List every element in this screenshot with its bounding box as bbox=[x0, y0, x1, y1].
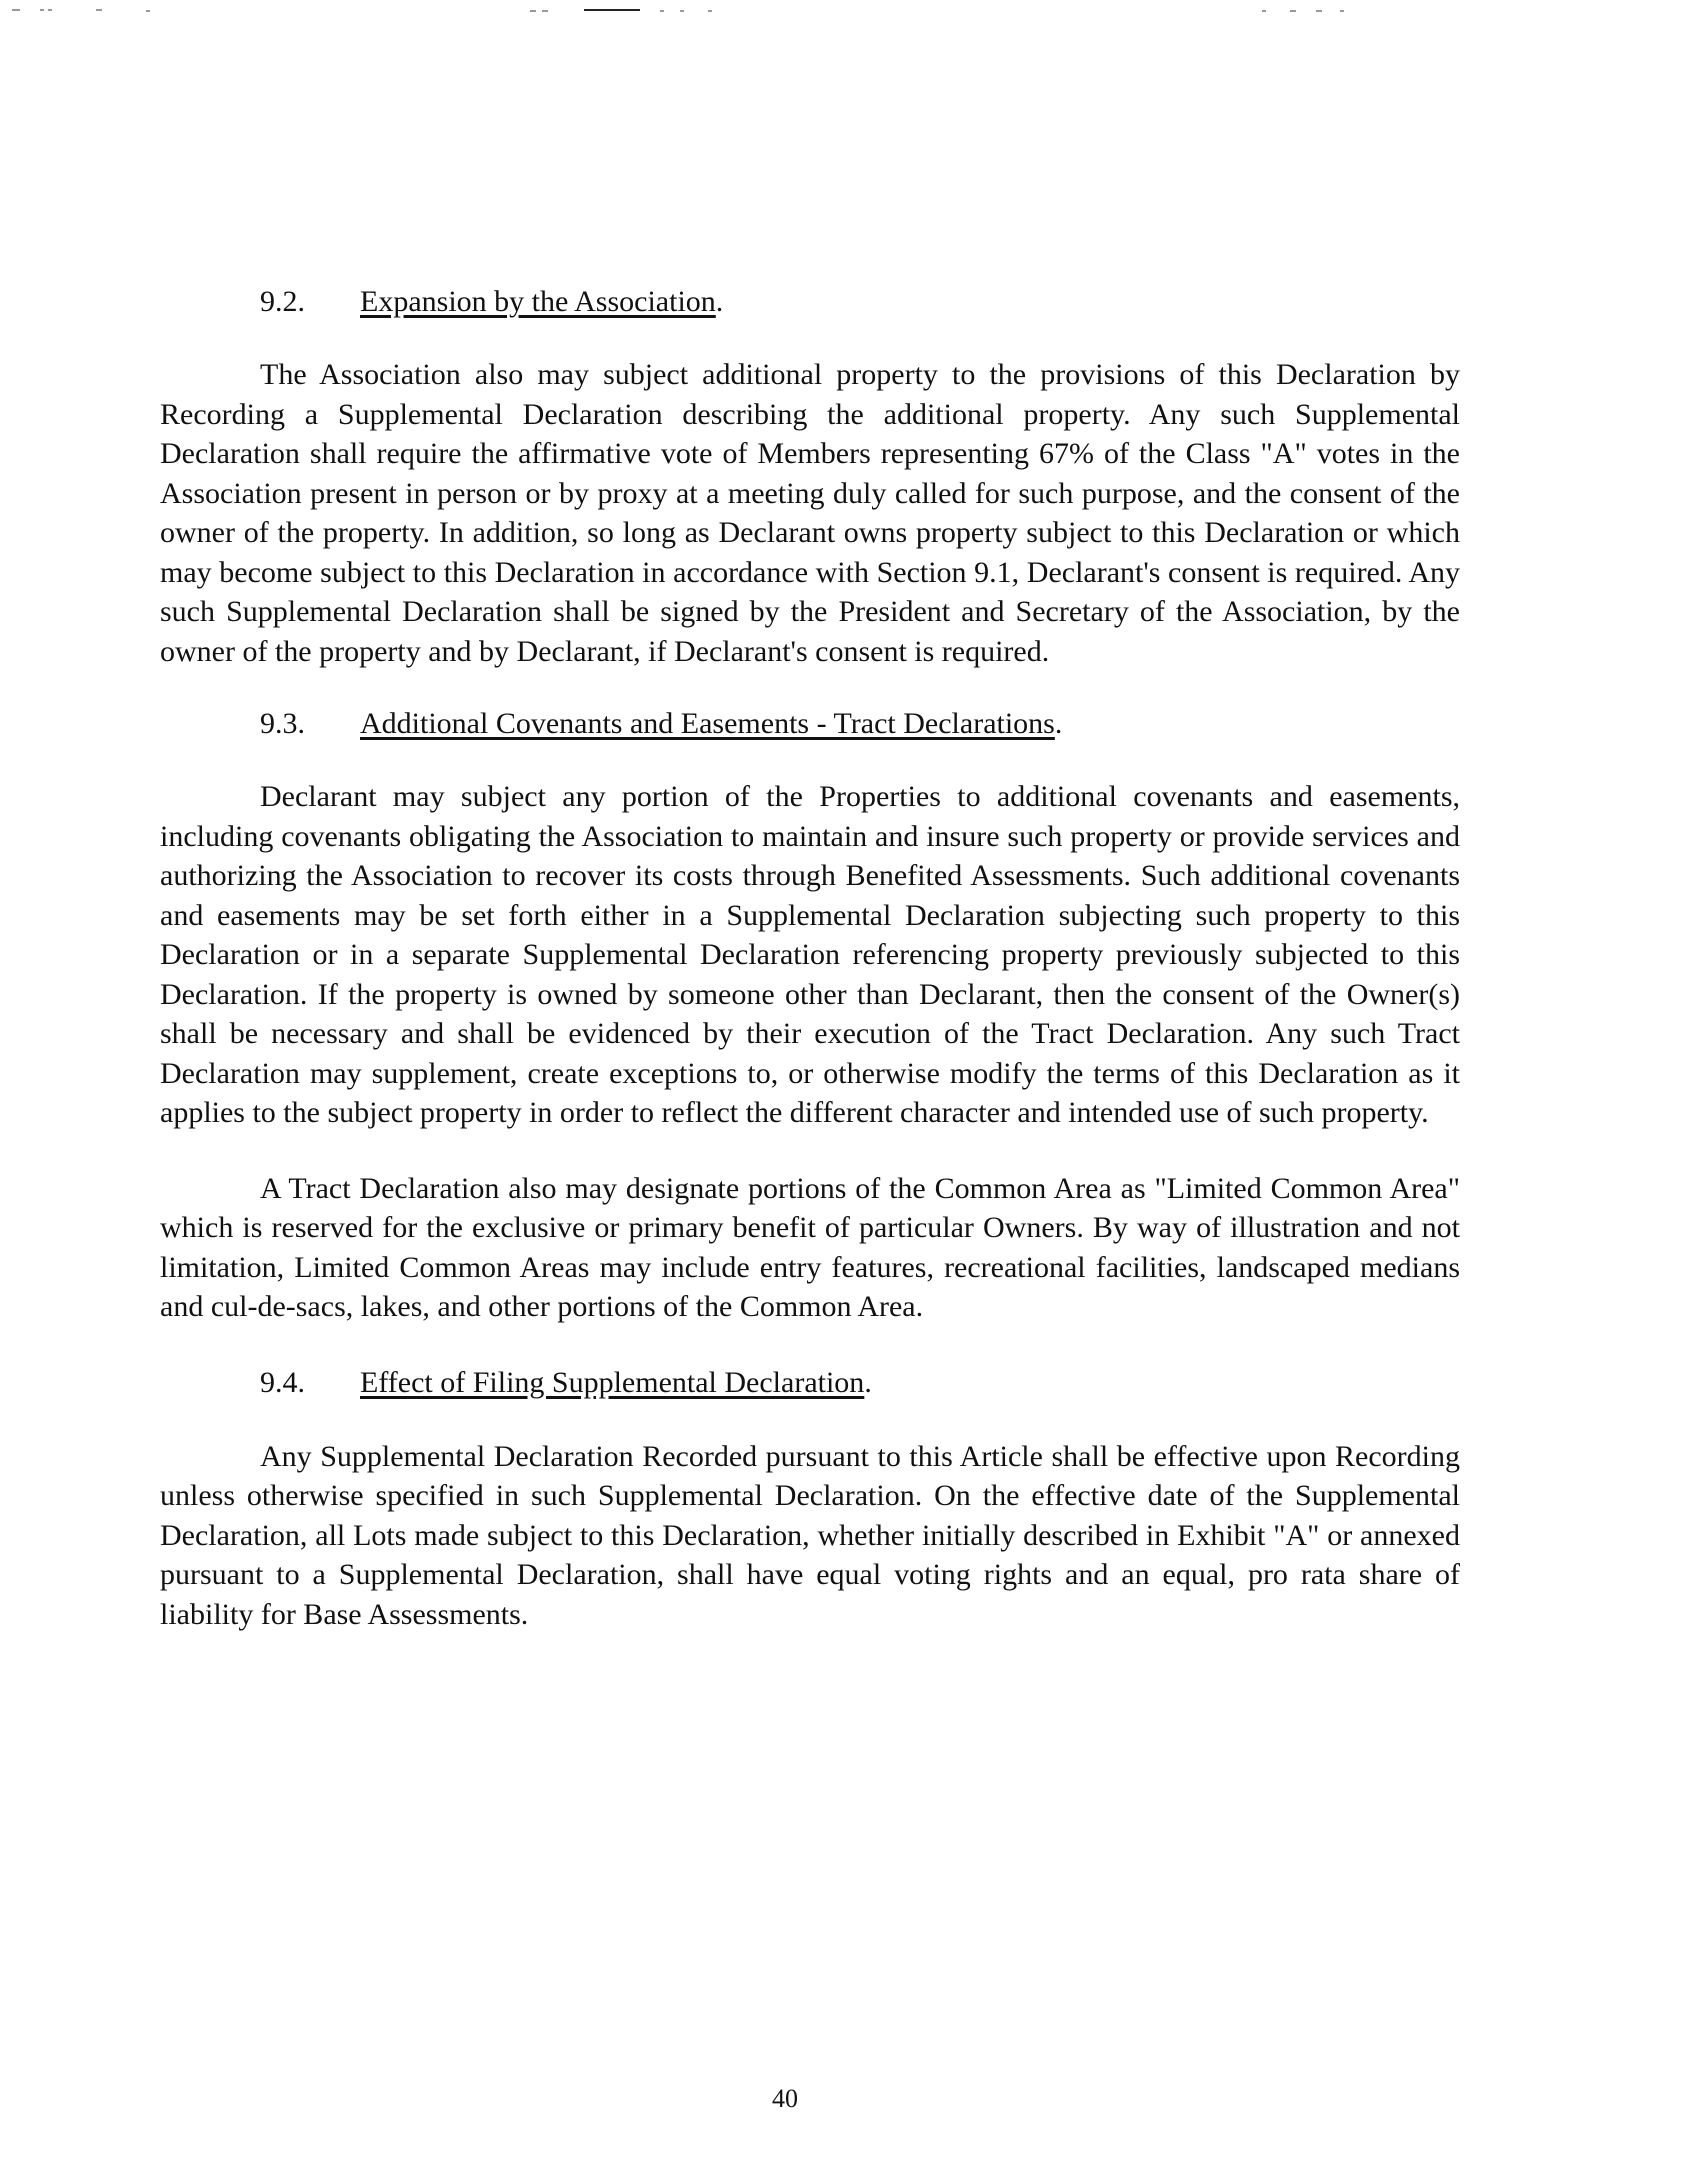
section-number: 9.4. bbox=[260, 1365, 305, 1399]
document-body bbox=[160, 282, 1460, 1634]
section-title: Expansion by the Association bbox=[360, 285, 716, 318]
section-9-3-paragraph-1: Declarant may subject any portion of the Properties to additional covenants and easements, including covenants obligating the Association to maintain and insure such property or provide services and authorizing the Association to recover its costs through Benefited Assessments. Such additional covenants and easements may be set forth either in a Supplemental Declaration subjecting such property to this Declaration or in a separate Supplemental Declaration referencing property previously subjected to this Declaration. If the property is owned by someone other than Declarant, then the consent of the Owner(s) shall be necessary and shall be evidenced by their execution of the Tract Declaration. Any such Tract Declaration may supplement, create exceptions to, or otherwise modify the terms of this Declaration as it applies to the subject property in order to reflect the different character and intended use of such property. bbox=[160, 780, 1460, 1129]
section-9-3-heading: 9.3. Additional Covenants and Easements - Tract Declarations. bbox=[160, 704, 1460, 744]
section-9-4-heading: 9.4. Effect of Filing Supplemental Declaration. bbox=[160, 1363, 1460, 1403]
page-number: 40 bbox=[772, 2084, 798, 2113]
section-title: Additional Covenants and Easements - Tract Declarations bbox=[360, 707, 1055, 740]
section-title: Effect of Filing Supplemental Declaration bbox=[360, 1365, 865, 1399]
section-9-4-paragraph: Any Supplemental Declaration Recorded pursuant to this Article shall be effective upon Recording unless otherwise specified in such Supplemental Declaration. On the effective date of the Supplemental Declaration, all Lots made subject to this Declaration, whether initially described in Exhibit "A" or annexed pursuant to a Supplemental Declaration, shall have equal voting rights and an equal, pro rata share of liability for Base Assessments. bbox=[160, 1439, 1460, 1631]
section-9-3-paragraph-2: A Tract Declaration also may designate portions of the Common Area as "Limited Common Area" which is reserved for the exclusive or primary benefit of particular Owners. By way of illustration and not limitation, Limited Common Areas may include entry features, recreational facilities, landscaped medians and cul-de-sacs, lakes, and other portions of the Common Area. bbox=[160, 1171, 1460, 1323]
section-number: 9.2. bbox=[260, 285, 305, 318]
section-number: 9.3. bbox=[260, 707, 305, 740]
scan-artifacts bbox=[0, 0, 1696, 20]
section-9-2-heading: 9.2. Expansion by the Association. bbox=[160, 282, 1460, 322]
section-9-2-paragraph: The Association also may subject additional property to the provisions of this Declaration by Recording a Supplemental Declaration describing the additional property. Any such Supplemental Declaration shall require the affirmative vote of Members representing 67% of the Class "A" votes in the Association present in person or by proxy at a meeting duly called for such purpose, and the consent of the owner of the property. In addition, so long as Declarant owns property subject to this Declaration or which may become subject to this Declaration in accordance with Section 9.1, Declarant's consent is required. Any such Supplemental Declaration shall be signed by the President and Secretary of the Association, by the owner of the property and by Declarant, if Declarant's consent is required. bbox=[160, 358, 1460, 668]
